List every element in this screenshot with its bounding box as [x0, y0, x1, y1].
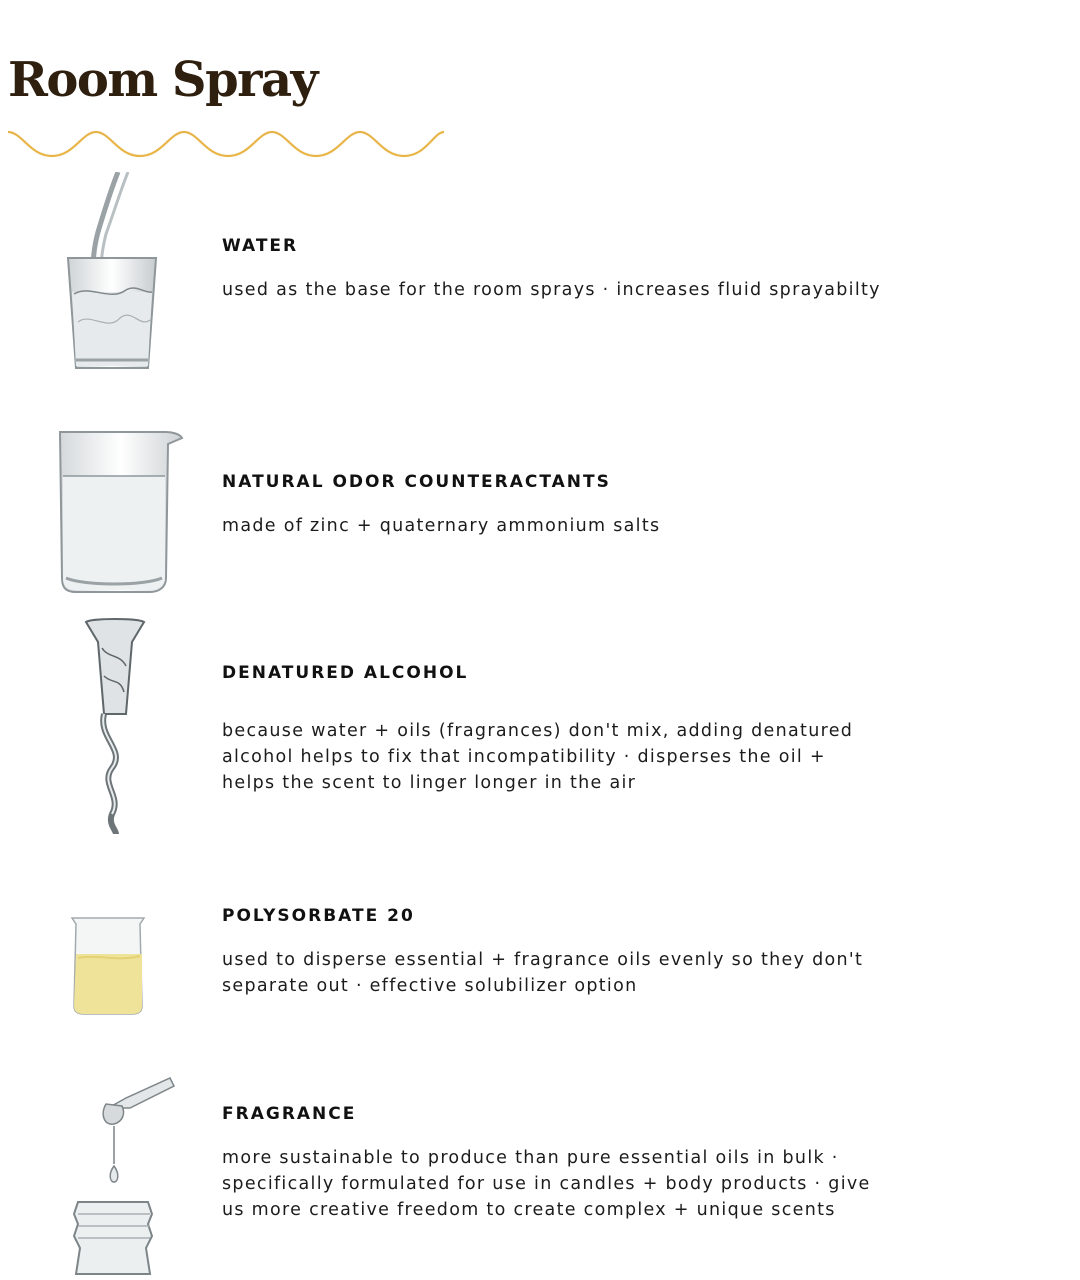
liquid-splash-icon: [82, 618, 148, 836]
ingredient-description: more sustainable to produce than pure essential oils in bulk · specifically formulated for use in candles + body products · give us more creative freedom to create complex + unique scents: [222, 1148, 871, 1220]
ingredient-description: used as the base for the room sprays · increases fluid sprayabilty: [222, 280, 881, 300]
ingredient-name: FRAGRANCE: [222, 1104, 357, 1124]
ingredient-description: used to disperse essential + fragrance oils evenly so they don't separate out · effective solubilizer option: [222, 950, 864, 996]
beaker-icon: [54, 428, 186, 596]
page-title: Room Spray: [8, 52, 317, 108]
ingredient-name: NATURAL ODOR COUNTERACTANTS: [222, 472, 611, 492]
glass-of-water-icon: [60, 172, 170, 372]
oil-beaker-icon: [68, 914, 150, 1016]
ingredient-description: because water + oils (fragrances) don't mix, adding denatured alcohol helps to fix that incompatibility · disperses the oil + helps the scent to linger longer in the air: [222, 721, 854, 793]
ingredient-name: POLYSORBATE 20: [222, 906, 415, 926]
dropper-bottle-icon: [70, 1074, 180, 1280]
ingredient-name: WATER: [222, 236, 299, 256]
wavy-divider: [8, 126, 448, 162]
ingredient-name: DENATURED ALCOHOL: [222, 663, 469, 683]
ingredient-description: made of zinc + quaternary ammonium salts: [222, 516, 661, 536]
